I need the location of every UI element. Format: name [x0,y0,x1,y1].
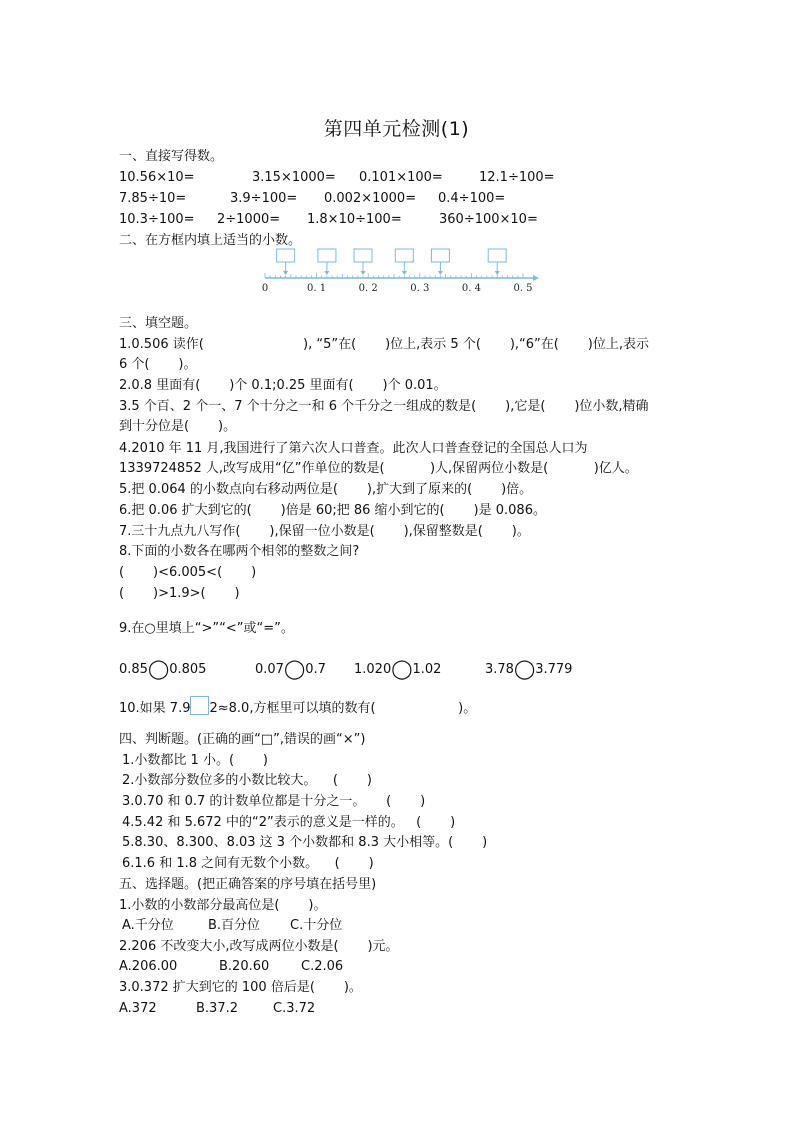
s1-heading: 一、直接写得数。 [119,149,224,164]
number-line-answer-box[interactable] [431,249,449,275]
calc-item: 0.101×100= [359,170,443,185]
compare-item: 3.78◯3.779 [485,658,573,680]
question-8b: ( )>1.9>( ) [119,586,240,601]
compare-item: 0.85◯0.805 [119,658,207,680]
compare-circle[interactable]: ◯ [391,658,413,680]
number-line-answer-box[interactable] [354,249,372,275]
compare-circle[interactable]: ◯ [513,658,536,680]
number-line-tick-label: 0. 5 [513,283,533,294]
judge-item: 6.1.6 和 1.8 之间有无数个小数。 ( ) [122,856,374,871]
s3-heading: 三、填空题。 [119,316,198,331]
judge-item: 3.0.70 和 0.7 的计数单位都是十分之一。 ( ) [122,794,426,809]
question-8a: ( )<6.005<( ) [119,565,257,580]
number-line-answer-box[interactable] [277,249,295,275]
calc-item: 12.1÷100= [479,170,555,185]
number-line-tick-label: 0 [261,283,269,294]
choice-option[interactable]: B.百分位 [208,918,261,933]
question-5: 5.把 0.064 的小数点向右移动两位是( ),扩大到了原来的( )倍。 [119,482,533,497]
judge-item: 1.小数都比 1 小。( ) [122,753,269,768]
question-9: 9.在○里填上“>”“<”或“=”。 [119,621,294,636]
s5-heading: 五、选择题。(把正确答案的序号填在括号里) [119,877,377,892]
number-line-figure [255,246,545,296]
judge-item: 2.小数部分数位多的小数比较大。 ( ) [122,773,373,788]
calc-item: 3.9÷100= [230,191,298,206]
question-1a: 1.0.506 读作( ), “5”在( )位上,表示 5 个( ),“6”在( )位上,表示 [119,337,649,352]
calc-item: 0.4÷100= [438,191,506,206]
choice-question-3: 3.0.372 扩大到它的 100 倍后是( )。 [119,980,362,995]
question-10: 10.如果 7.9 2≈8.0,方框里可以填的数有( )。 [119,693,476,718]
judge-item: 5.8.30、8.300、8.03 这 3 个小数都和 8.3 大小相等。( ) [122,835,488,850]
answer-box[interactable] [190,696,209,715]
choice-option[interactable]: C.十分位 [290,918,343,933]
question-7: 7.三十九点九八写作( ),保留一位小数是( ),保留整数是( )。 [119,524,530,539]
judge-item: 4.5.42 和 5.672 中的“2”表示的意义是一样的。 ( ) [122,815,456,830]
choice-option[interactable]: C.3.72 [273,1001,316,1016]
calc-item: 360÷100×10= [439,212,538,227]
choice-option[interactable]: A.372 [119,1001,157,1016]
number-line-tick-label: 0. 4 [461,283,481,294]
choice-question-2: 2.206 不改变大小,改写成两位小数是( )元。 [119,939,399,954]
question-1b: 6 个( )。 [119,357,197,372]
s2-heading: 二、在方框内填上适当的小数。 [119,233,302,248]
calc-item: 3.15×1000= [252,170,336,185]
choice-option[interactable]: A.206.00 [119,959,178,974]
number-line-answer-box[interactable] [318,249,336,275]
question-6: 6.把 0.06 扩大到它的( )倍是 60;把 86 缩小到它的( )是 0.086。 [119,503,546,518]
choice-option[interactable]: B.37.2 [196,1001,238,1016]
compare-item: 1.020◯1.02 [354,658,442,680]
number-line-tick-label: 0. 2 [358,283,378,294]
number-line-answer-box[interactable] [395,249,413,275]
calc-item: 2÷1000= [217,212,281,227]
question-3b: 到十分位是( )。 [119,419,237,434]
s4-heading: 四、判断题。(正确的画“□”,错误的画“×”) [119,732,366,747]
number-line-tick-label: 0. 1 [307,283,327,294]
question-3a: 3.5 个百、2 个一、7 个十分之一和 6 个千分之一组成的数是( ),它是( )位小数,精确 [119,399,649,414]
choice-question-1: 1.小数的小数部分最高位是( )。 [119,898,327,913]
question-4a: 4.2010 年 11 月,我国进行了第六次人口普查。此次人口普查登记的全国总人口为 [119,441,588,456]
page-title: 第四单元检测(1) [323,118,470,140]
compare-circle[interactable]: ◯ [283,658,306,680]
calc-item: 0.002×1000= [324,191,417,206]
number-line-arrow [533,275,539,281]
question-4b: 1339724852 人,改写成用“亿”作单位的数是( )人,保留两位小数是( )亿人。 [119,461,638,476]
compare-circle[interactable]: ◯ [147,658,170,680]
compare-item: 0.07◯0.7 [255,658,326,680]
choice-option[interactable]: C.2.06 [301,959,344,974]
calc-item: 10.3÷100= [119,212,195,227]
calc-item: 1.8×10÷100= [307,212,402,227]
question-8: 8.下面的小数各在哪两个相邻的整数之间? [119,544,360,559]
calc-item: 10.56×10= [119,170,195,185]
number-line-tick-label: 0. 3 [410,283,430,294]
choice-option[interactable]: A.千分位 [122,918,174,933]
calc-item: 7.85÷10= [119,191,187,206]
number-line-answer-box[interactable] [488,249,506,275]
question-2: 2.0.8 里面有( )个 0.1;0.25 里面有( )个 0.01。 [119,378,447,393]
choice-option[interactable]: B.20.60 [219,959,270,974]
